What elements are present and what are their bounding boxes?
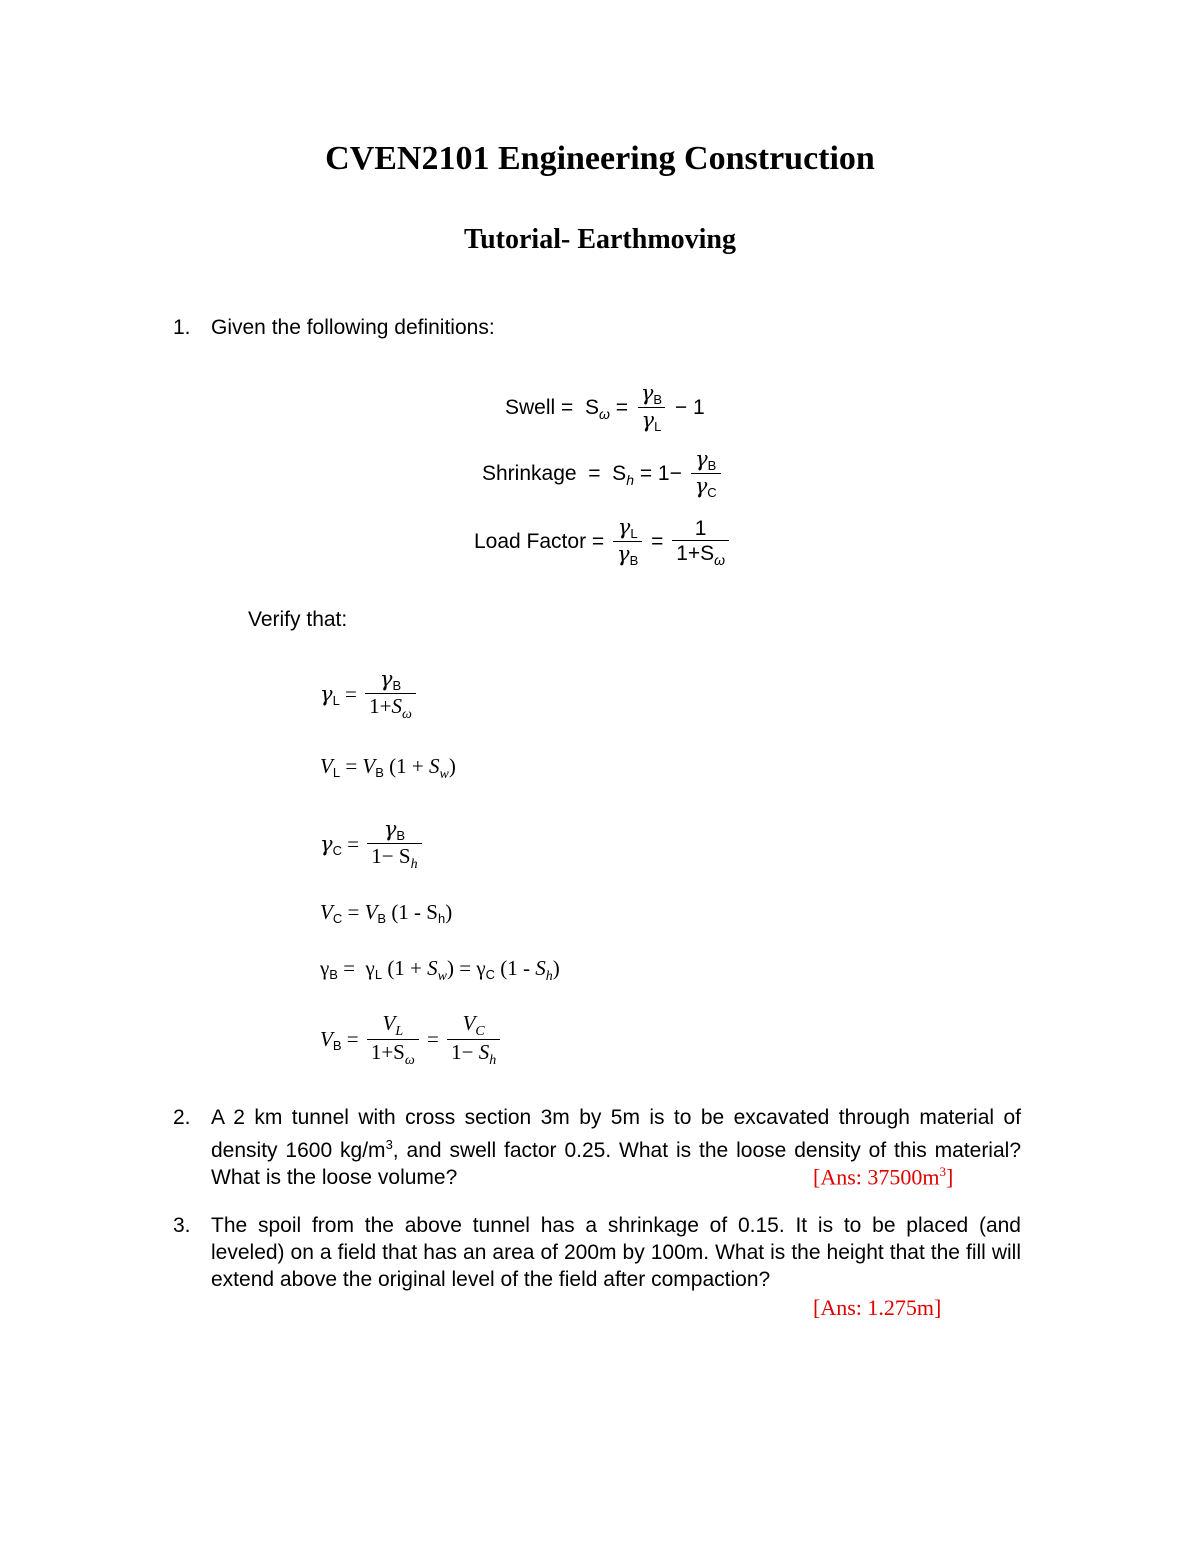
load-factor-label: Load Factor xyxy=(474,529,587,553)
question-3-answer: [Ans: 1.275m] xyxy=(813,1295,942,1320)
document-subtitle: Tutorial- Earthmoving xyxy=(464,224,736,255)
question-2-answer-sup: 3 xyxy=(939,1164,946,1179)
question-2-text-b: , and swell factor 0.25. What is the loose density of this material? What is the loose volume? xyxy=(211,1139,1021,1189)
equation-volume-compacted: $V_C = V_B$ $(1 - S_h)$ xyxy=(320,900,453,926)
load-factor-definition: Load Factor = $\frac{\gamma_L}{\gamma_B}$ = $\frac{1}{1+S_\omega}$ xyxy=(474,516,732,569)
question-2-answer-a: [Ans: 37500m xyxy=(813,1164,940,1190)
verify-label: Verify that: xyxy=(248,608,348,631)
document-title: CVEN2101 Engineering Construction xyxy=(325,140,875,177)
question-2-answer xyxy=(813,1158,953,1190)
question-2-answer-b: ] xyxy=(946,1164,954,1190)
equation-volume-loose: $V_L = V_B$ $(1 + S_w)$ xyxy=(320,754,456,782)
equation-gamma-bank: $\gamma_B = \gamma_L$ $(1 + S_w) = \gamma_C$ $(1 - S_h)$ xyxy=(320,956,560,984)
equation-gamma-compacted: $\gamma_C$ = $\frac{\gamma_B}{1- S_h}$ xyxy=(320,818,425,874)
equation-volume-bank: $V_B$ = $\frac{V_L}{1+S_\omega}$ = $\frac{V_C}{1- S_h}$ xyxy=(320,1012,503,1070)
question-2-number: 2. xyxy=(173,1106,191,1129)
shrinkage-definition: Shrinkage = $S_h = 1-$ $\frac{\gamma_B}{\gamma_C}$ xyxy=(482,448,724,501)
shrinkage-label: Shrinkage xyxy=(482,461,577,485)
question-1-number: 1. xyxy=(173,316,191,339)
equation-gamma-loose: $\gamma_L$ = $\frac{\gamma_B}{1+S_\omega}$ xyxy=(320,668,419,724)
swell-definition: Swell = $S_\omega$ = $\frac{\gamma_B}{\gamma_L}$ − 1 xyxy=(505,381,705,435)
question-1-text: Given the following definitions: xyxy=(211,316,495,339)
question-3-text: The spoil from the above tunnel has a shrinkage of 0.15. It is to be placed (and leveled) on a field that has an area of 200m by 100m. What is the height that the fill will extend above the original level of the field after compaction? xyxy=(211,1214,1021,1291)
question-3-number: 3. xyxy=(173,1214,191,1237)
swell-label: Swell = xyxy=(505,395,574,419)
question-2-text-a: A 2 km tunnel with cross section 3m by 5m is to be excavated through material of density 1600 kg/m xyxy=(211,1106,1021,1162)
question-2-text-sup: 3 xyxy=(385,1137,393,1152)
